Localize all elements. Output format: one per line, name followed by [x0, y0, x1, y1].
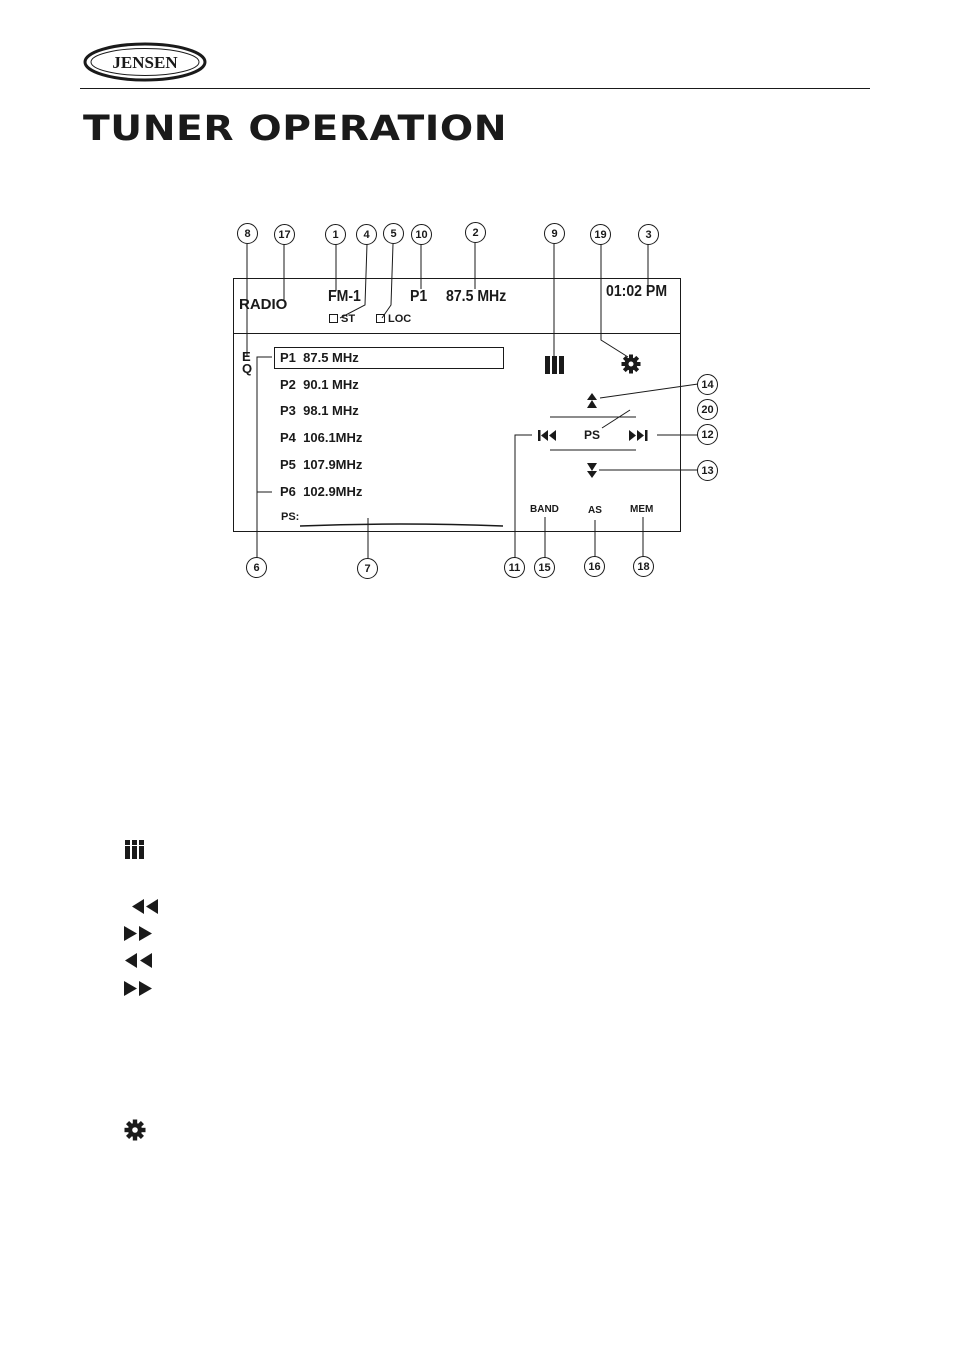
mem-button[interactable]: MEM	[630, 504, 654, 515]
local-checkbox[interactable]	[376, 314, 385, 323]
clock-readout: 01:02 PM	[606, 283, 668, 300]
tune-down-arrow-icon[interactable]	[586, 463, 598, 479]
callout-16: 16	[584, 556, 605, 577]
equalizer-icon	[125, 840, 145, 859]
preset-row-6[interactable]	[280, 484, 362, 499]
ps-button[interactable]: PS	[584, 428, 601, 442]
preset-frequency: 106.1MHz	[303, 430, 363, 445]
callout-7: 7	[357, 558, 378, 579]
frequency-readout: 87.5 MHz	[446, 288, 507, 305]
preset-row-3[interactable]	[280, 403, 359, 418]
status-bar-divider	[233, 333, 681, 334]
source-label: RADIO	[239, 296, 288, 313]
as-button[interactable]: AS	[588, 505, 602, 516]
preset-row-4[interactable]	[280, 430, 362, 445]
fast-forward-icon	[124, 981, 154, 997]
callout-13: 13	[697, 460, 718, 481]
preset-row-1[interactable]	[280, 350, 359, 365]
stereo-indicator[interactable]	[329, 313, 355, 325]
preset-row-5[interactable]	[280, 457, 362, 472]
callout-18: 18	[633, 556, 654, 577]
local-label: LOC	[388, 313, 412, 325]
preset-id: P1	[280, 350, 296, 365]
preset-label: P1	[410, 288, 428, 305]
preset-id: P2	[280, 377, 296, 392]
logo-text: JENSEN	[112, 53, 178, 72]
preset-frequency: 102.9MHz	[303, 484, 363, 499]
gear-icon[interactable]	[621, 354, 641, 374]
callout-12: 12	[697, 424, 718, 445]
stereo-label: ST	[341, 313, 356, 325]
eq-letter-e: E	[242, 349, 251, 364]
stereo-checkbox[interactable]	[329, 314, 338, 323]
eq-letter-q: Q	[242, 361, 253, 376]
callout-9: 9	[544, 223, 565, 244]
preset-frequency: 107.9MHz	[303, 457, 363, 472]
page-title: TUNER OPERATION	[83, 109, 508, 149]
callout-19: 19	[590, 224, 611, 245]
callout-5: 5	[383, 223, 404, 244]
fast-forward-icon	[124, 926, 154, 942]
band-label: FM-1	[328, 288, 361, 305]
preset-id: P5	[280, 457, 296, 472]
callout-4: 4	[356, 224, 377, 245]
tune-up-arrow-icon[interactable]	[586, 393, 598, 409]
rewind-icon	[124, 953, 154, 969]
callout-3: 3	[638, 224, 659, 245]
eq-button[interactable]	[242, 351, 252, 375]
preset-frequency: 90.1 MHz	[303, 377, 359, 392]
callout-6: 6	[246, 557, 267, 578]
callout-14: 14	[697, 374, 718, 395]
callout-15: 15	[534, 557, 555, 578]
callout-8: 8	[237, 223, 258, 244]
callout-10: 10	[411, 224, 432, 245]
preset-row-2[interactable]	[280, 377, 359, 392]
gear-icon	[124, 1119, 146, 1141]
callout-2: 2	[465, 222, 486, 243]
skip-forward-icon[interactable]	[629, 430, 649, 441]
skip-back-icon[interactable]	[538, 430, 558, 441]
preset-id: P3	[280, 403, 296, 418]
callout-1: 1	[325, 224, 346, 245]
local-indicator[interactable]	[376, 313, 411, 325]
preset-frequency: 87.5 MHz	[303, 350, 359, 365]
equalizer-bars-icon[interactable]	[545, 356, 564, 374]
callout-11: 11	[504, 557, 525, 578]
callout-17: 17	[274, 224, 295, 245]
band-button[interactable]: BAND	[530, 504, 559, 515]
preset-id: P6	[280, 484, 296, 499]
callout-20: 20	[697, 399, 718, 420]
ps-text-label: PS:	[281, 511, 300, 523]
preset-frequency: 98.1 MHz	[303, 403, 359, 418]
preset-id: P4	[280, 430, 296, 445]
rewind-icon	[131, 899, 159, 915]
